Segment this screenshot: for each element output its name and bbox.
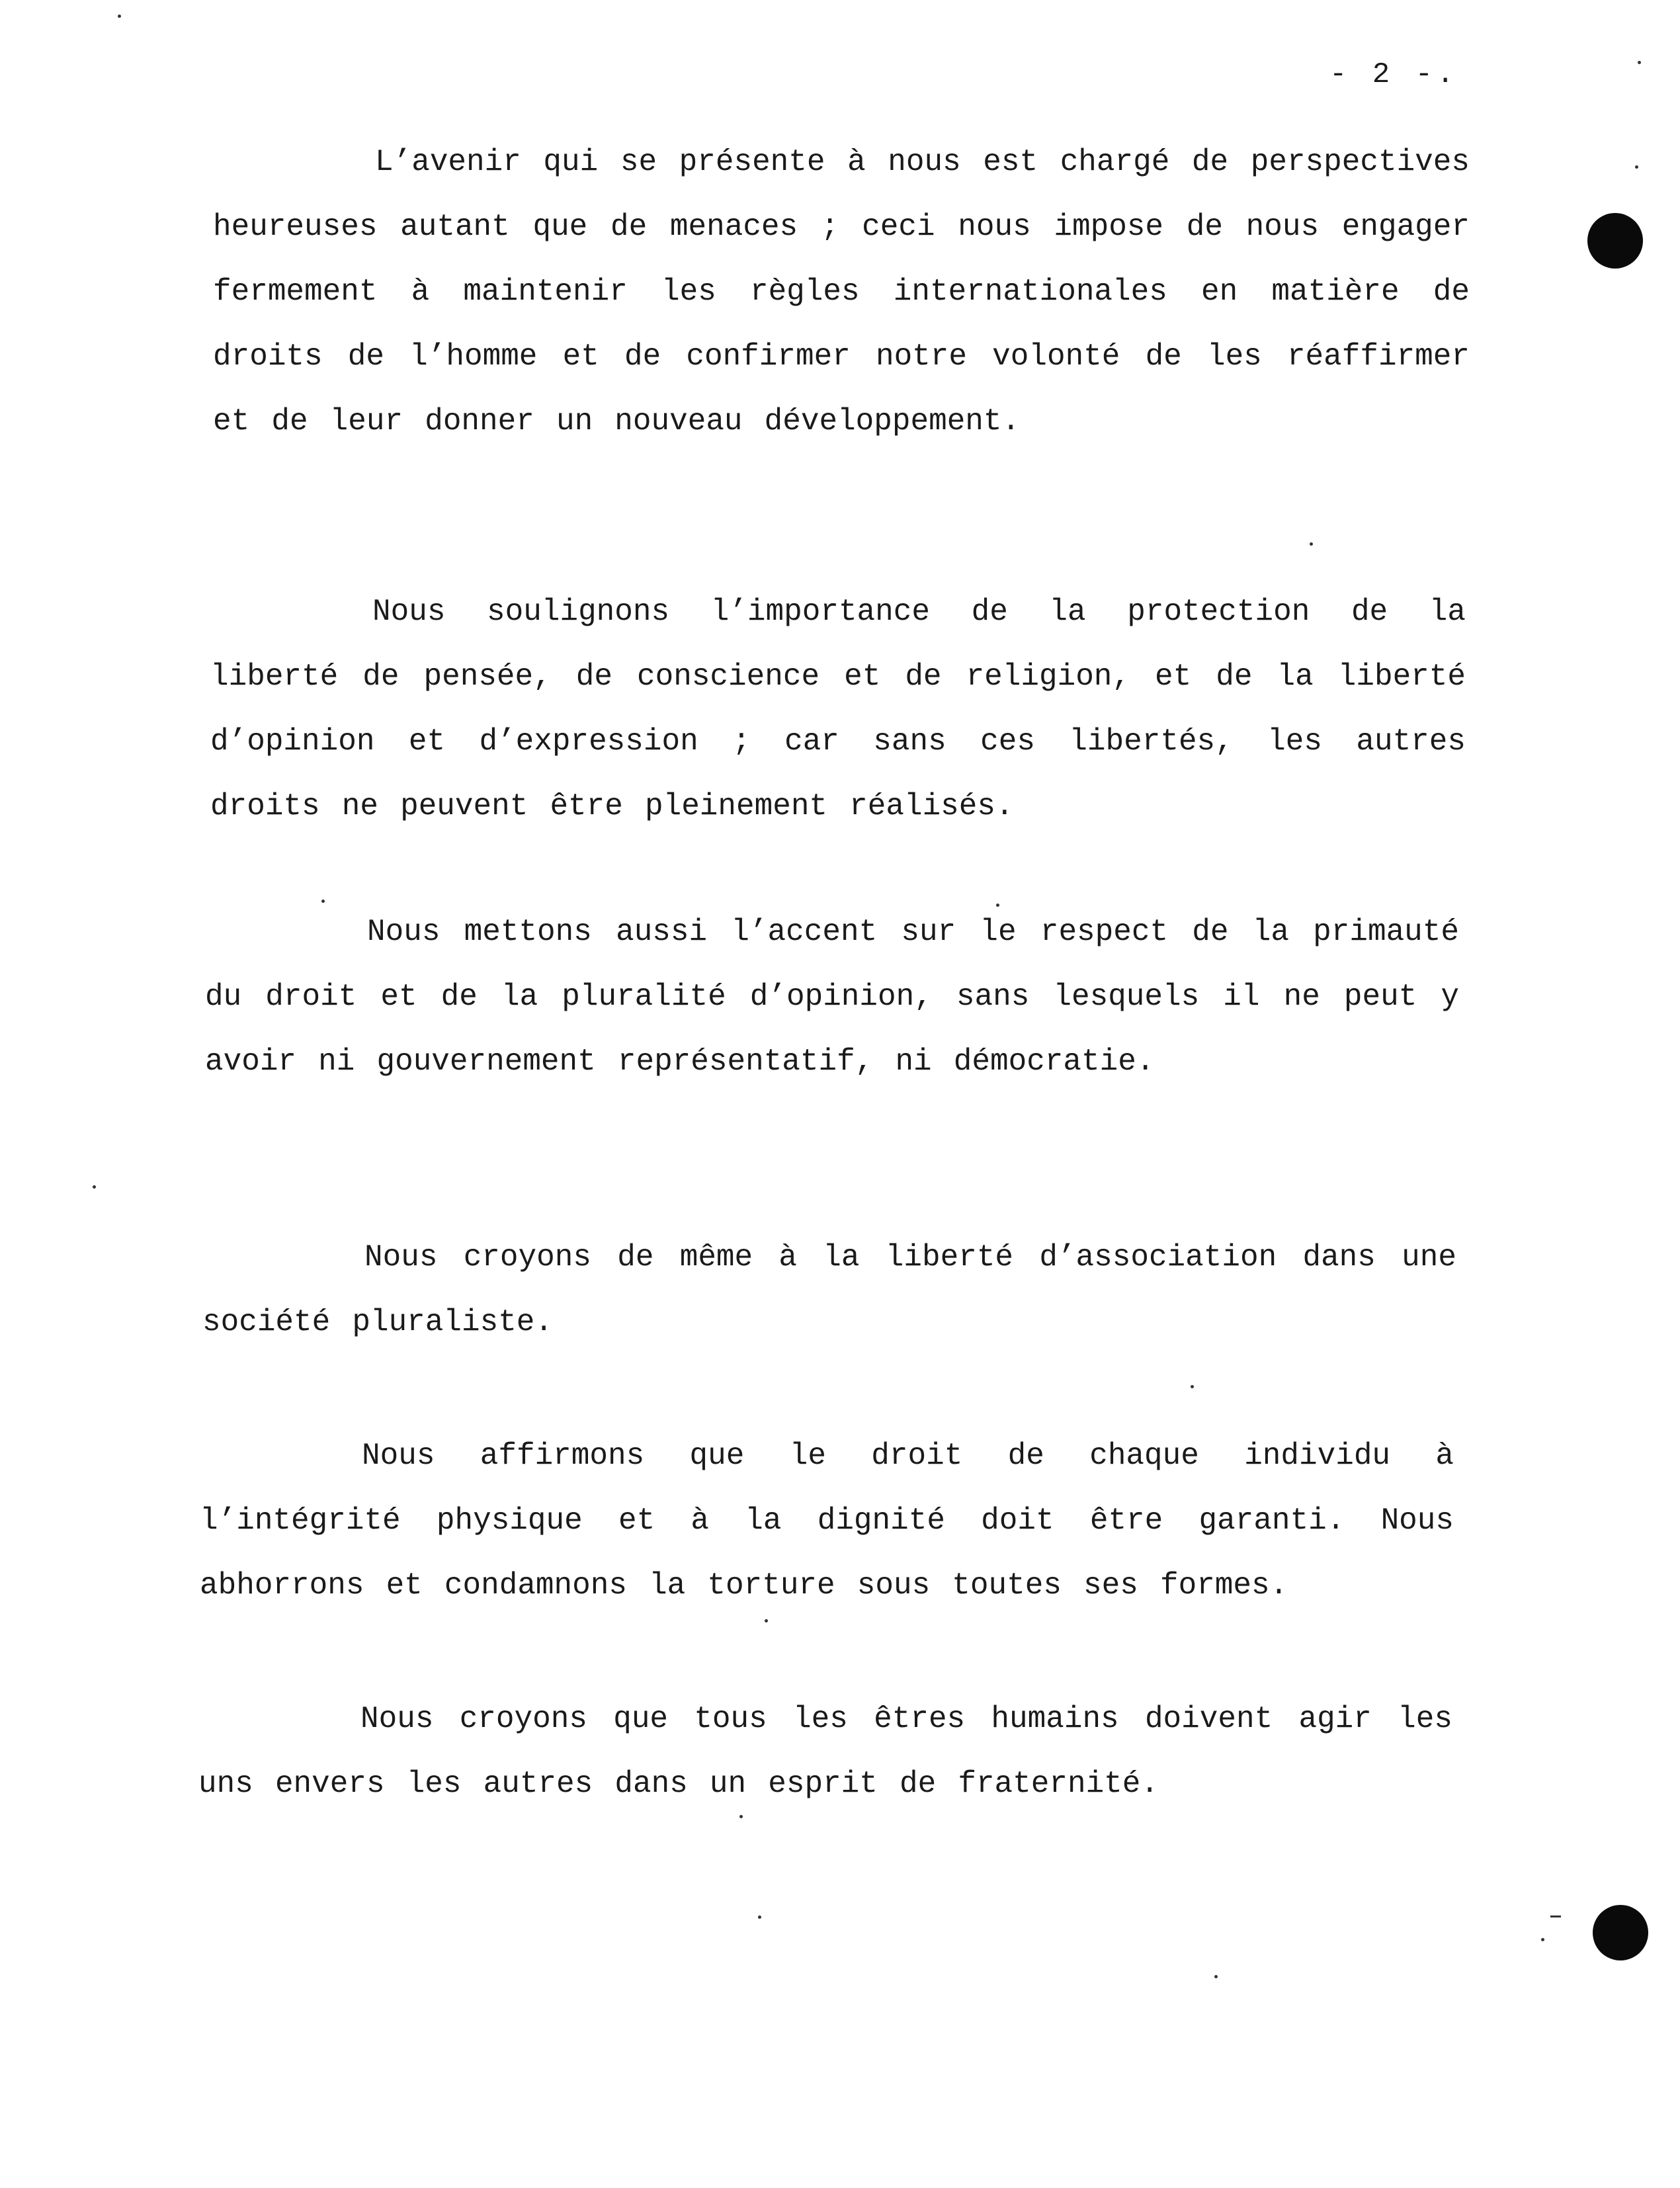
paragraph-2: Nous soulignons l’importance de la protection de la liberté de pensée, de conscience et de religion, et de la liberté d’opinion et d’expression ; car sans ces libertés, les autres droits ne peuvent être pleinement réalisés. (210, 595, 1466, 823)
scan-speck (1310, 542, 1313, 546)
punch-hole-bottom (1593, 1905, 1648, 1960)
paragraph-6: Nous croyons que tous les êtres humains doivent agir les uns envers les autres dans un esprit de fraternité. (198, 1702, 1452, 1801)
scan-speck (1541, 1938, 1544, 1941)
paragraph-3: Nous mettons aussi l’accent sur le respect de la primauté du droit et de la pluralité d’opinion, sans lesquels il ne peut y avoir ni gouvernement représentatif, ni démocratie. (205, 915, 1459, 1079)
paragraph-1: L’avenir qui se présente à nous est chargé de perspectives heureuses autant que de menaces ; ceci nous impose de nous engager fermement à maintenir les règles internationales en matière de droits de l’homme et de confirmer notre volonté de les réaffirmer et de leur donner un nouveau développement. (213, 145, 1470, 439)
scan-speck (1635, 165, 1638, 169)
scan-mark (1550, 1915, 1561, 1917)
page-number: - 2 -. (1329, 58, 1458, 91)
scan-speck (765, 1619, 768, 1622)
paragraph-5: Nous affirmons que le droit de chaque individu à l’intégrité physique et à la dignité doit être garanti. Nous abhorrons et condamnons la torture sous toutes ses formes. (200, 1439, 1454, 1603)
scan-speck (1191, 1385, 1194, 1388)
paragraph-4: Nous croyons de même à la liberté d’association dans une société pluraliste. (202, 1240, 1456, 1339)
scan-speck (758, 1915, 761, 1919)
scan-speck (118, 15, 121, 18)
punch-hole-top (1587, 213, 1643, 269)
scan-speck (93, 1185, 96, 1189)
scan-speck (1638, 61, 1641, 64)
scan-speck (1214, 1975, 1218, 1978)
